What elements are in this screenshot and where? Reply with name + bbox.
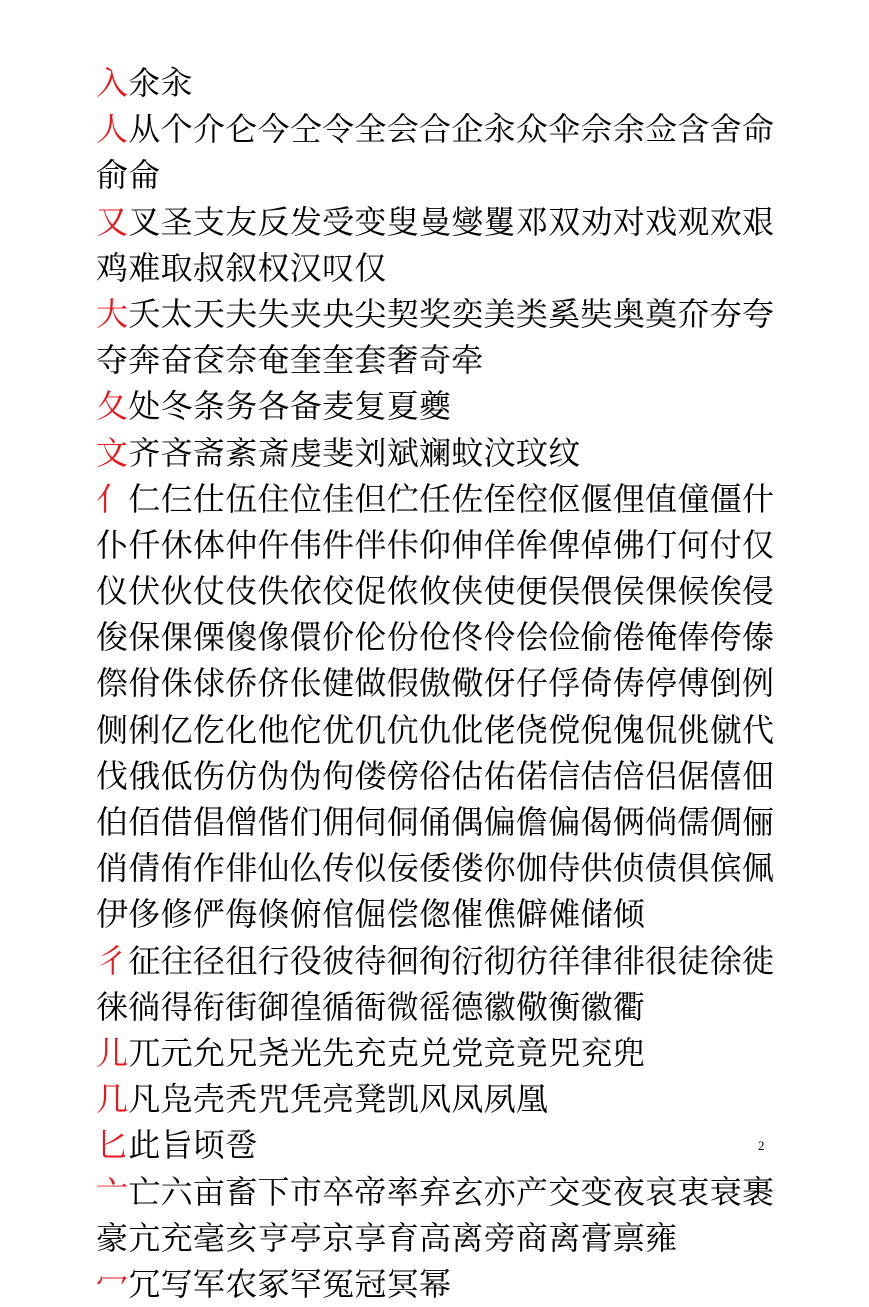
radical-label: 入: [96, 64, 129, 102]
character-line: [96, 799, 776, 845]
characters: 豪亢充毫亥亨亭京享育高离旁商离膏禀雍: [96, 1218, 678, 1257]
character-line: [96, 938, 776, 984]
radical-label: 几: [96, 1080, 129, 1119]
character-line: [96, 337, 776, 383]
radical-group: [96, 938, 776, 1030]
character-line: [96, 1261, 776, 1307]
radical-label: 人: [96, 110, 129, 149]
radical-label: 夂: [96, 387, 129, 426]
characters: 兀元允兄尧光先充克兑党竞竟兕兖兜: [128, 1033, 646, 1072]
radical-group: [96, 476, 776, 938]
characters: 鸡难取叔叙权汉叹仅: [96, 248, 387, 287]
character-line: [96, 891, 776, 937]
characters: 俞侖: [96, 156, 161, 195]
characters: 夺奔奋奁奈奄奎奎套奢奇牵: [96, 341, 484, 380]
characters: 徕徜得衔街御徨循衙微徭德徽儆衡徽衢: [96, 987, 646, 1026]
character-line: [96, 106, 776, 152]
characters: 仁仨仕伍住位佳但伫任佐侄倥伛偃俚值僮僵什: [128, 479, 775, 518]
radical-label: 亠: [96, 1172, 129, 1211]
characters: 亡六亩畜下市卒帝率弃玄亦产交变夜哀衷衰裹: [128, 1172, 775, 1211]
character-line: [96, 568, 776, 614]
radical-label: 彳: [96, 941, 129, 980]
character-line: [96, 60, 776, 106]
characters: 伐俄低伤仿伪伪佝偻傍俗估佑偌信佶倍侣倨僖佃: [96, 756, 775, 795]
character-line: [96, 614, 776, 660]
radical-label: 匕: [96, 1126, 129, 1165]
characters: 叉圣支友反发受变叟曼燮矍邓双劝对戏观欢艰: [128, 202, 775, 241]
radical-label: 又: [96, 202, 129, 241]
radical-group: [96, 1076, 776, 1122]
radical-group: [96, 60, 776, 106]
radical-group: [96, 106, 776, 198]
characters: 夭太天夫失夹央尖契奖奕美类奚奘奥奠夼夯夸: [128, 294, 775, 333]
characters: 伯佰借倡僧偕们佣伺侗俑偶偏儋偏偈俩倘儒倜俪: [96, 803, 775, 841]
character-line: [96, 522, 776, 568]
radical-label: 儿: [96, 1033, 129, 1072]
radical-group: [96, 1169, 776, 1261]
radical-label: 文: [96, 433, 129, 472]
character-line: [96, 845, 776, 891]
character-line: [96, 199, 776, 245]
radical-label: 冖: [96, 1264, 129, 1303]
character-line: [96, 476, 776, 522]
character-line: [96, 753, 776, 799]
characters: 侧俐亿仡化他佗优仉伉仇仳佬侥傥倪傀侃佻僦代: [96, 710, 775, 749]
character-line: [96, 430, 776, 476]
radical-label: 亻: [96, 479, 129, 518]
characters: 征往径徂行役彼待徊徇衍彻彷徉律徘很徒徐徙: [128, 941, 775, 980]
characters: 俊保倮傈傻像儇价伦份伧佟伶侩俭偷倦俺俸侉傣: [96, 618, 775, 657]
characters: 从个介仑今仝令全会合企汆众伞佘余佥含舍命: [128, 110, 775, 149]
character-line: [96, 152, 776, 198]
character-list: [96, 60, 776, 1307]
radical-group: [96, 383, 776, 429]
characters: 处冬条务各备麦复夏夔: [128, 387, 452, 426]
characters: 冗写军农冢罕冤冠冥幂: [128, 1264, 452, 1303]
character-line: [96, 1122, 776, 1168]
character-line: [96, 245, 776, 291]
character-line: [96, 984, 776, 1030]
characters: 氽汆: [128, 64, 193, 102]
page-number: 2: [758, 1138, 765, 1153]
character-line: [96, 291, 776, 337]
radical-group: [96, 430, 776, 476]
characters: 仆仟休体仲仵伟件伴佧仰伸佯侔俾倬佛仃何付仅: [96, 525, 775, 564]
characters: 仪伏伙仗伎佚依佼促侬攸侠使便俣偎侯倮候俟侵: [96, 572, 775, 611]
character-line: [96, 1169, 776, 1215]
radical-group: [96, 1122, 776, 1168]
radical-group: [96, 1261, 776, 1307]
character-line: [96, 383, 776, 429]
characters: 此旨顷卺: [128, 1126, 258, 1165]
radical-label: 大: [96, 294, 129, 333]
character-line: [96, 1215, 776, 1261]
characters: 俏倩侑作俳仙仫传似佞倭偻你伽侍供侦债俱傧佩: [96, 849, 775, 888]
character-line: [96, 1076, 776, 1122]
characters: 齐吝斋紊斎虔斐刘斌斓蚊汶玟纹: [128, 433, 581, 472]
characters: 傺佾侏俅侨侪伥健做假傲儆伢仔俘倚俦停傅倒例: [96, 664, 775, 703]
radical-group: [96, 291, 776, 383]
character-line: [96, 707, 776, 753]
character-line: [96, 660, 776, 706]
characters: 凡凫壳秃咒凭亮凳凯风凤夙凰: [128, 1080, 549, 1119]
characters: 伊侈修俨侮倏俯倌倔偿偬催僬僻傩储倾: [96, 895, 646, 934]
radical-group: [96, 1030, 776, 1076]
character-line: [96, 1030, 776, 1076]
radical-group: [96, 199, 776, 291]
